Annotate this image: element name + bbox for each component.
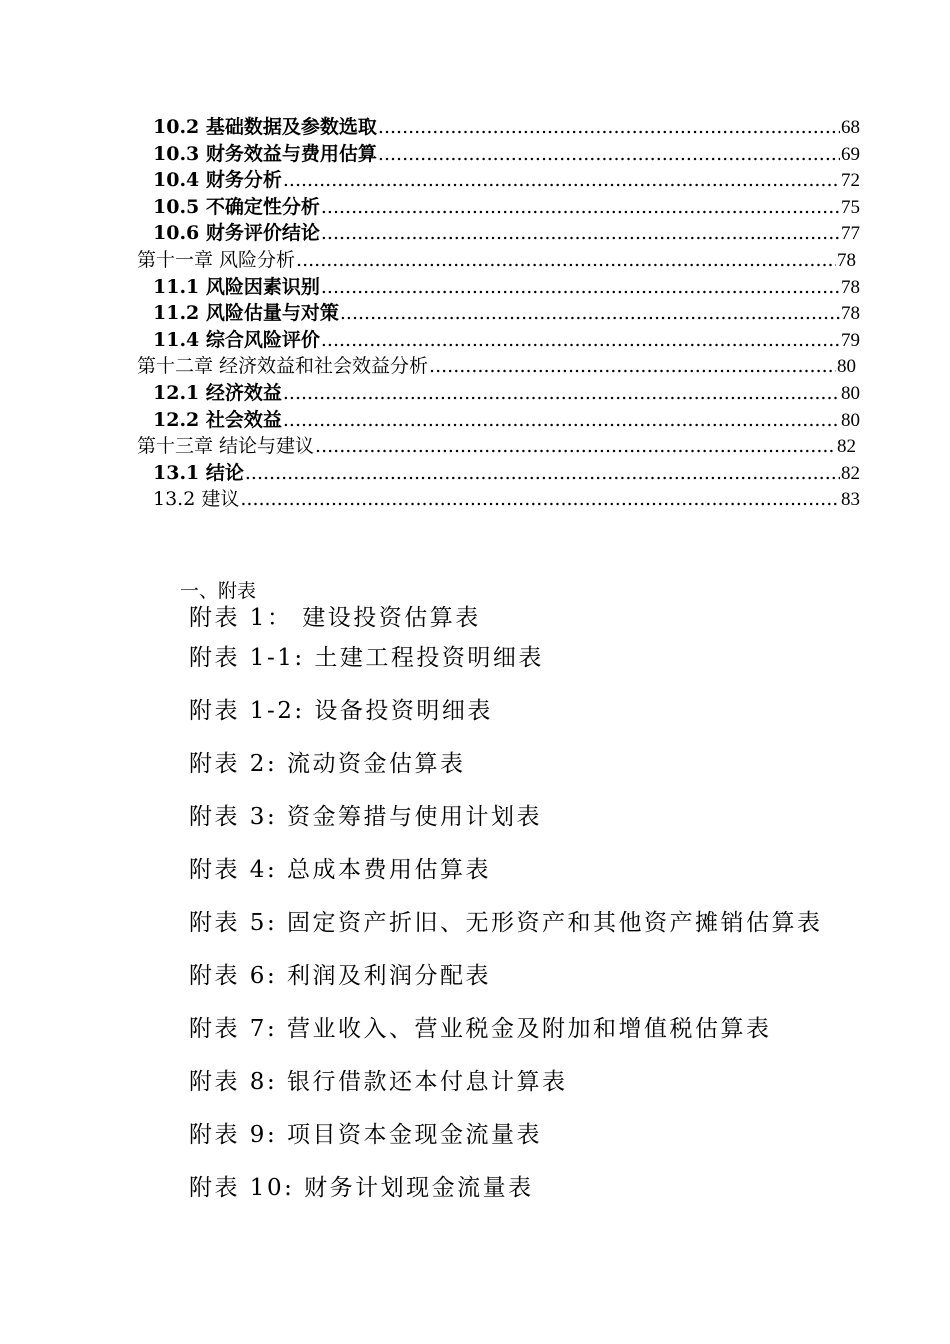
toc-entry-title: 第十三章 结论与建议 bbox=[137, 435, 315, 458]
toc-dot-leader bbox=[321, 194, 840, 221]
toc-entry-title: 10.2 基础数据及参数选取 bbox=[153, 116, 377, 138]
toc-entry-title: 13.2 建议 bbox=[153, 488, 240, 511]
toc-entry-page: 78 bbox=[841, 303, 860, 325]
toc-entry-page: 78 bbox=[841, 276, 860, 298]
toc-entry-page: 83 bbox=[841, 489, 860, 511]
toc-dot-leader bbox=[321, 220, 840, 247]
appendix-item: 附表 2: 流动资金估算表 bbox=[189, 751, 466, 777]
toc-entry-page: 69 bbox=[841, 143, 860, 165]
appendix-item: 附表 1-1: 土建工程投资明细表 bbox=[189, 645, 544, 671]
table-of-contents bbox=[0, 114, 950, 513]
appendix-item: 附表 7: 营业收入、营业税金及附加和增值税估算表 bbox=[189, 1016, 772, 1042]
appendix-item: 附表 3: 资金筹措与使用计划表 bbox=[189, 804, 543, 830]
toc-dot-leader bbox=[321, 327, 840, 354]
toc-dot-leader bbox=[315, 433, 836, 460]
toc-entry-title: 11.2 风险估量与对策 bbox=[153, 302, 339, 325]
toc-entry-page: 82 bbox=[837, 436, 856, 458]
toc-entry-title: 10.6 财务评价结论 bbox=[153, 222, 320, 245]
toc-entry-title: 11.1 风险因素识别 bbox=[153, 275, 320, 298]
toc-entry-title: 第十一章 风险分析 bbox=[137, 248, 296, 271]
toc-entry[interactable] bbox=[0, 220, 860, 247]
toc-entry-page: 75 bbox=[841, 196, 860, 218]
toc-chapter-entry[interactable] bbox=[0, 247, 856, 274]
toc-dot-leader bbox=[283, 407, 840, 434]
toc-entry[interactable] bbox=[0, 327, 860, 354]
appendix-item: 附表 4: 总成本费用估算表 bbox=[189, 857, 492, 883]
toc-entry[interactable] bbox=[0, 300, 860, 327]
toc-entry-title: 11.4 综合风险评价 bbox=[153, 328, 320, 351]
appendix-item: 附表 8: 银行借款还本付息计算表 bbox=[189, 1069, 568, 1095]
toc-entry-page: 77 bbox=[841, 223, 860, 245]
toc-entry-page: 80 bbox=[841, 409, 860, 431]
toc-dot-leader bbox=[296, 247, 836, 274]
toc-dot-leader bbox=[378, 114, 840, 141]
toc-dot-leader bbox=[245, 460, 840, 487]
toc-dot-leader bbox=[340, 300, 840, 327]
appendix-item: 附表 1： 建设投资估算表 bbox=[189, 605, 481, 631]
appendix-item: 附表 10: 财务计划现金流量表 bbox=[189, 1175, 534, 1201]
toc-entry-title: 12.1 经济效益 bbox=[153, 381, 282, 404]
toc-entry-page: 72 bbox=[841, 170, 860, 192]
appendix-item: 附表 6: 利润及利润分配表 bbox=[189, 963, 492, 989]
toc-entry-page: 80 bbox=[841, 382, 860, 404]
toc-entry-title: 第十二章 经济效益和社会效益分析 bbox=[137, 355, 429, 378]
toc-entry[interactable] bbox=[0, 194, 860, 221]
toc-dot-leader bbox=[283, 380, 840, 407]
toc-entry-title: 10.4 财务分析 bbox=[153, 169, 282, 192]
toc-dot-leader bbox=[321, 274, 840, 301]
toc-chapter-entry[interactable] bbox=[0, 433, 856, 460]
appendix-heading: 一、附表 bbox=[180, 580, 257, 602]
toc-entry-page: 78 bbox=[837, 249, 856, 271]
toc-dot-leader bbox=[378, 141, 840, 168]
toc-entry-page: 82 bbox=[841, 462, 860, 484]
toc-entry-title: 10.3 财务效益与费用估算 bbox=[153, 142, 377, 165]
toc-dot-leader bbox=[283, 167, 840, 194]
appendix-item: 附表 9: 项目资本金现金流量表 bbox=[189, 1122, 543, 1148]
appendix-item: 附表 1-2: 设备投资明细表 bbox=[189, 698, 493, 724]
toc-entry[interactable] bbox=[0, 407, 860, 434]
toc-entry[interactable] bbox=[0, 274, 860, 301]
toc-entry-page: 68 bbox=[841, 117, 860, 138]
appendix-item: 附表 5: 固定资产折旧、无形资产和其他资产摊销估算表 bbox=[189, 910, 823, 936]
toc-entry[interactable] bbox=[0, 141, 860, 168]
toc-entry[interactable] bbox=[0, 460, 860, 487]
toc-chapter-entry[interactable] bbox=[0, 353, 856, 380]
toc-entry[interactable] bbox=[0, 486, 860, 513]
toc-dot-leader bbox=[240, 486, 840, 513]
toc-dot-leader bbox=[429, 353, 836, 380]
toc-entry[interactable] bbox=[0, 114, 860, 141]
toc-entry-page: 80 bbox=[837, 356, 856, 378]
toc-entry[interactable] bbox=[0, 380, 860, 407]
toc-entry-title: 12.2 社会效益 bbox=[153, 408, 282, 431]
toc-entry-title: 10.5 不确定性分析 bbox=[153, 195, 320, 218]
toc-entry-title: 13.1 结论 bbox=[153, 461, 244, 484]
toc-entry[interactable] bbox=[0, 167, 860, 194]
toc-entry-page: 79 bbox=[841, 329, 860, 351]
